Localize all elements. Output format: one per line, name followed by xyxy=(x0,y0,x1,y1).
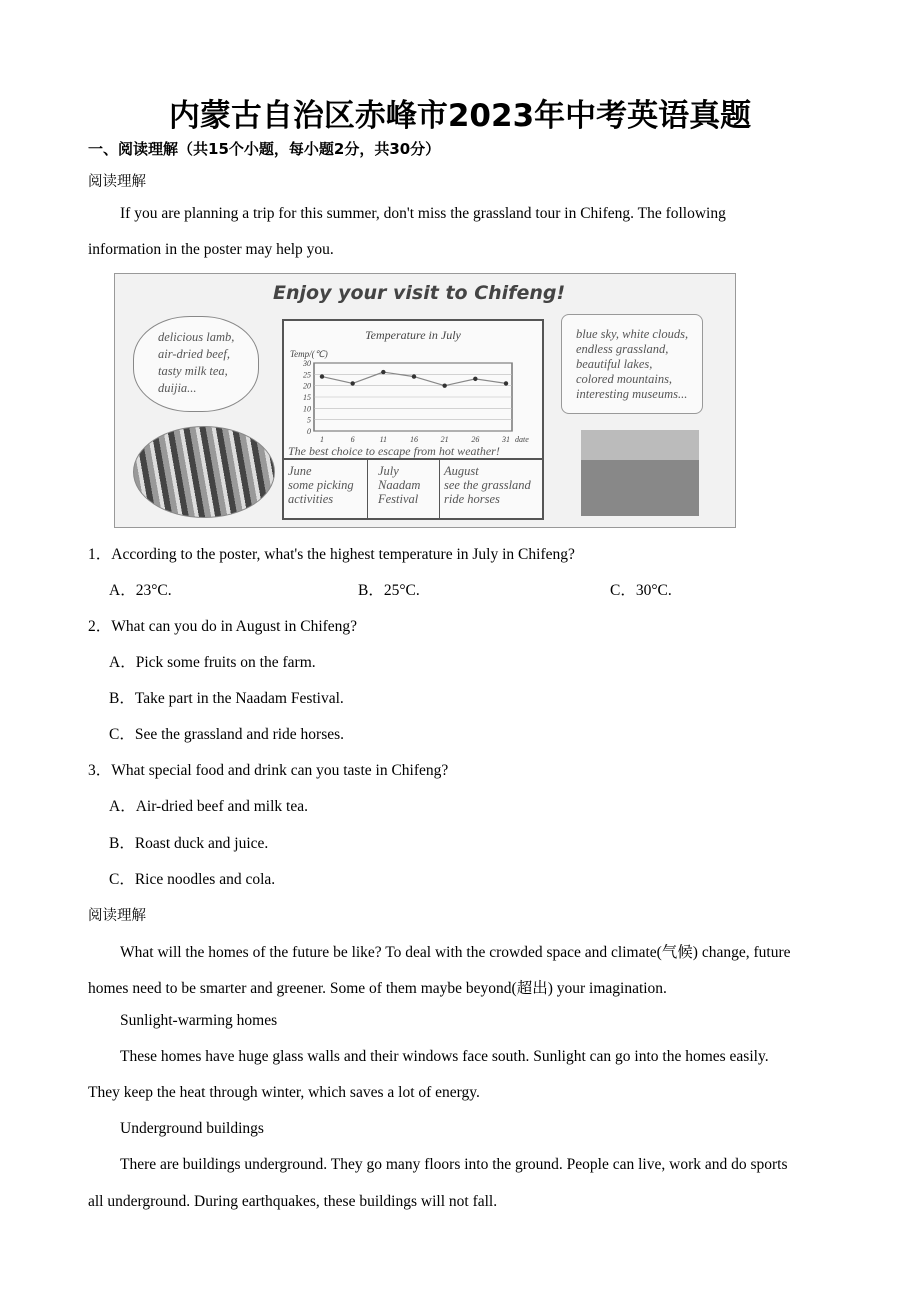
question: 1．According to the poster, what's the highest temperature in July in Chifeng? xyxy=(88,546,575,563)
grassland-photo xyxy=(581,430,699,516)
x-tick-label: 26 xyxy=(471,435,480,444)
event-august: August see the grassland ride horses xyxy=(444,464,531,506)
intro-line: If you are planning a trip for this summer, don't miss the grassland tour in Chifeng. The following xyxy=(120,205,726,222)
y-tick-label: 30 xyxy=(303,359,311,368)
data-point xyxy=(473,377,477,381)
y-tick-label: 10 xyxy=(303,404,311,414)
sight-item: blue sky, white clouds, xyxy=(576,327,689,341)
intro-line: information in the poster may help you. xyxy=(88,241,334,258)
event-july: July Naadam Festival xyxy=(368,460,440,518)
paragraph-line: They keep the heat through winter, which saves a lot of energy. xyxy=(88,1084,480,1101)
food-item: air-dried beef, xyxy=(158,347,230,361)
option: C．See the grassland and ride horses. xyxy=(109,726,345,743)
y-tick-label: 20 xyxy=(303,381,311,391)
data-point xyxy=(442,383,446,387)
x-tick-label: 16 xyxy=(410,435,418,444)
option: A．Pick some fruits on the farm. xyxy=(109,654,316,671)
data-point xyxy=(381,370,385,374)
page-title: 内蒙古自治区赤峰市2023年中考英语真题 xyxy=(168,98,752,134)
sight-item: beautiful lakes, xyxy=(576,357,653,371)
sight-item: endless grassland, xyxy=(576,342,669,356)
poster-slogan: The best choice to escape from hot weather! xyxy=(288,444,500,458)
sight-item: interesting museums... xyxy=(576,387,688,401)
sights-banner xyxy=(561,314,703,414)
food-item: duijia... xyxy=(158,381,197,395)
subheading: Underground buildings xyxy=(120,1120,264,1137)
food-photo xyxy=(133,426,275,518)
passage-label: 阅读理解 xyxy=(88,908,146,924)
data-point xyxy=(412,374,416,378)
data-point xyxy=(320,374,324,378)
section-heading: 一、阅读理解（共15个小题，每小题2分，共30分） xyxy=(88,140,441,158)
data-point xyxy=(504,381,508,385)
sight-item: colored mountains, xyxy=(576,372,673,386)
data-point xyxy=(350,381,354,385)
y-tick-label: 15 xyxy=(303,393,311,402)
y-tick-label: 25 xyxy=(303,370,311,380)
food-cloud xyxy=(133,316,259,412)
x-tick-label: 6 xyxy=(350,435,355,444)
option: B．Roast duck and juice. xyxy=(109,835,269,852)
poster-title: Enjoy your visit to Chifeng! xyxy=(273,282,566,304)
chart-title: Temperature in July xyxy=(365,328,461,342)
food-item: tasty milk tea, xyxy=(158,364,228,378)
option: A．23°C. xyxy=(109,582,172,599)
paragraph-line: There are buildings underground. They go many floors into the ground. People can live, work and do sports xyxy=(120,1156,788,1173)
option: B．Take part in the Naadam Festival. xyxy=(109,690,344,707)
x-axis-label: date xyxy=(515,435,529,444)
food-item: delicious lamb, xyxy=(158,330,235,344)
event-june: June some picking activities xyxy=(284,460,368,518)
events-table xyxy=(282,458,544,520)
question: 2．What can you do in August in Chifeng? xyxy=(88,618,358,635)
paragraph-line: homes need to be smarter and greener. Some of them maybe beyond(超出) your imagination. xyxy=(88,980,667,997)
option: A．Air-dried beef and milk tea. xyxy=(109,798,308,815)
option: C．Rice noodles and cola. xyxy=(109,871,276,888)
paragraph-line: all underground. During earthquakes, these buildings will not fall. xyxy=(88,1193,498,1210)
temperature-chart xyxy=(282,319,544,461)
option: B．25°C. xyxy=(358,582,420,599)
x-tick-label: 11 xyxy=(379,435,388,444)
x-tick-label: 1 xyxy=(320,435,324,444)
x-tick-label: 21 xyxy=(440,435,449,444)
x-tick-label: 31 xyxy=(502,435,510,444)
passage-label: 阅读理解 xyxy=(88,174,146,190)
subheading: Sunlight-warming homes xyxy=(120,1012,278,1029)
poster-image xyxy=(114,273,736,528)
question: 3．What special food and drink can you taste in Chifeng? xyxy=(88,762,449,779)
paragraph-line: These homes have huge glass walls and their windows face south. Sunlight can go into the homes easily. xyxy=(120,1048,769,1065)
option: C．30°C. xyxy=(610,582,672,599)
paragraph-line: What will the homes of the future be like? To deal with the crowded space and climate(气候) change, future xyxy=(120,944,791,961)
chart-svg xyxy=(284,321,542,459)
y-axis-label: Temp/(℃) xyxy=(290,349,328,359)
y-tick-label: 5 xyxy=(307,415,311,425)
y-tick-label: 0 xyxy=(307,427,311,436)
